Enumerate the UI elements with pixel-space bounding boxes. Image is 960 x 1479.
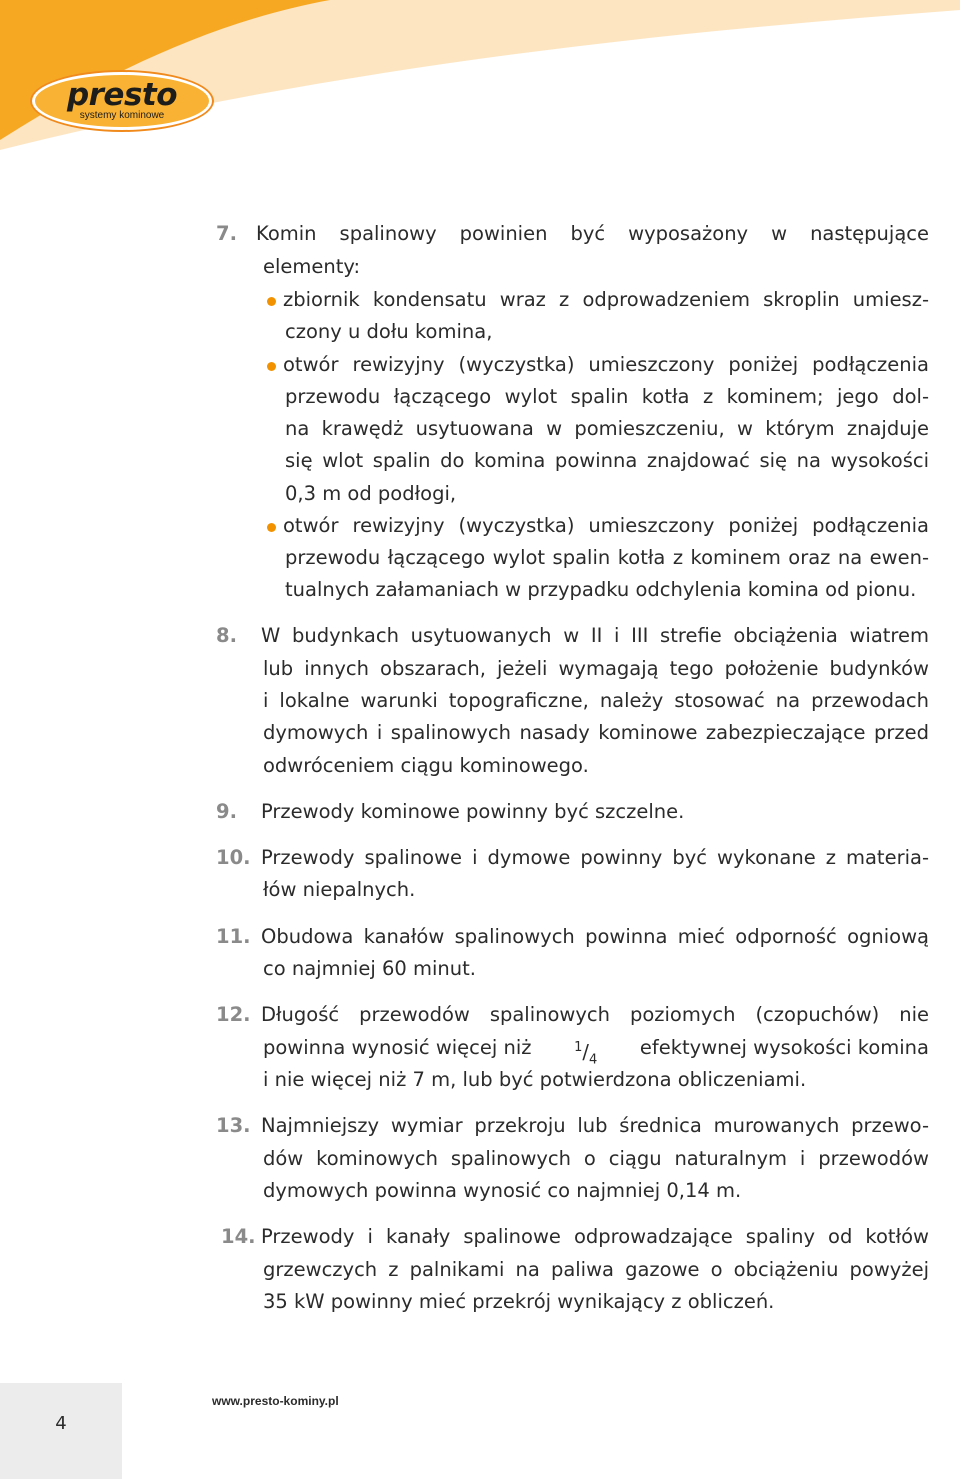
page-number: 4 — [55, 1413, 67, 1434]
fraction-one-quarter: $^1/_4$ — [574, 1040, 598, 1068]
fraction-before-text: powinna wynosić więcej niż — [263, 1036, 532, 1059]
item-text-line: i lokalne warunki topograficzne, należy stosować na przewodach — [263, 689, 929, 712]
fraction-after-text: efektywnej wysokości komina — [639, 1036, 929, 1059]
website-link[interactable]: www.presto-kominy.pl — [212, 1394, 339, 1408]
item-number: 14. — [221, 1225, 256, 1248]
item-number: 8. — [216, 624, 237, 647]
item-text-line: 35 kW powinny mieć przekrój wynikający z obliczeń. — [263, 1290, 775, 1313]
logo-word: presto — [66, 77, 178, 113]
item-text-line: Przewody spalinowe i dymowe powinny być wykonane z materia- — [261, 846, 929, 869]
item-text-line: W budynkach usytuowanych w II i III strefie obciążenia wiatrem — [261, 624, 929, 647]
item-number: 10. — [216, 846, 251, 869]
bullet-text-line: 0,3 m od podłogi, — [285, 482, 457, 505]
item-text-line: Przewody i kanały spalinowe odprowadzające spaliny od kotłów — [261, 1225, 929, 1248]
bullet-text-line: przewodu łączącego wylot spalin kotła z kominem; jego dol- — [285, 385, 929, 408]
logo-tagline: systemy kominowe — [79, 110, 165, 121]
bullet-icon — [267, 523, 276, 532]
bullet-icon — [267, 297, 276, 306]
item-text-line: Najmniejszy wymiar przekroju lub średnica murowanych przewo- — [261, 1114, 929, 1137]
item-text-line: Przewody kominowe powinny być szczelne. — [261, 800, 685, 823]
bullet-text-line: czony u dołu komina, — [285, 320, 493, 343]
item-number: 7. — [216, 222, 237, 245]
item-text-line: dów kominowych spalinowych o ciągu naturalnym i przewodów — [263, 1147, 929, 1170]
item-text-line: Obudowa kanałów spalinowych powinna mieć odporność ogniową — [261, 925, 929, 948]
bullet-text-line: na krawędż usytuowana w pomieszczeniu, w którym znajduje — [285, 417, 929, 440]
fraction-numerator: 1 — [574, 1040, 583, 1055]
bullet-text-line: zbiornik kondensatu wraz z odprowadzeniem skroplin umiesz- — [283, 288, 929, 311]
item-text-line: grzewczych z palnikami na paliwa gazowe o obciążeniu powyżej — [263, 1258, 929, 1281]
item-text-line: i nie więcej niż 7 m, lub być potwierdzona obliczeniami. — [263, 1068, 807, 1091]
item-text-line: Komin spalinowy powinien być wyposażony w następujące — [256, 222, 929, 245]
bullet-text-line: otwór rewizyjny (wyczystka) umieszczony poniżej podłączenia — [283, 514, 929, 537]
page-number-box — [0, 1383, 122, 1479]
item-number: 13. — [216, 1114, 251, 1137]
item-text-line: lub innych obszarach, jeżeli wymagają tego położenie budynków — [263, 657, 929, 680]
bullet-text-line: tualnych załamaniach w przypadku odchylenia komina od pionu. — [285, 578, 917, 601]
item-text-line: odwróceniem ciągu kominowego. — [263, 754, 589, 777]
item-text-line: co najmniej 60 minut. — [263, 957, 476, 980]
bullet-text-line: otwór rewizyjny (wyczystka) umieszczony poniżej podłączenia — [283, 353, 929, 376]
presto-logo[interactable] — [32, 72, 212, 130]
item-text-line: dymowych powinna wynosić co najmniej 0,14 m. — [263, 1179, 742, 1202]
item-number: 9. — [216, 800, 237, 823]
item-number: 12. — [216, 1003, 251, 1026]
item-number: 11. — [216, 925, 251, 948]
item-text-line: łów niepalnych. — [263, 878, 416, 901]
bullet-text-line: się wlot spalin do komina powinna znajdować się na wysokości — [285, 449, 929, 472]
item-text-line: elementy: — [263, 255, 361, 278]
item-text-line: dymowych i spalinowych nasady kominowe zabezpieczające przed — [263, 721, 929, 744]
bullet-icon — [267, 362, 276, 371]
bullet-text-line: przewodu łączącego wylot spalin kotła z kominem oraz na ewen- — [285, 546, 929, 569]
fraction-denominator: 4 — [588, 1052, 598, 1068]
item-text-line: Długość przewodów spalinowych poziomych (czopuchów) nie — [261, 1003, 929, 1026]
